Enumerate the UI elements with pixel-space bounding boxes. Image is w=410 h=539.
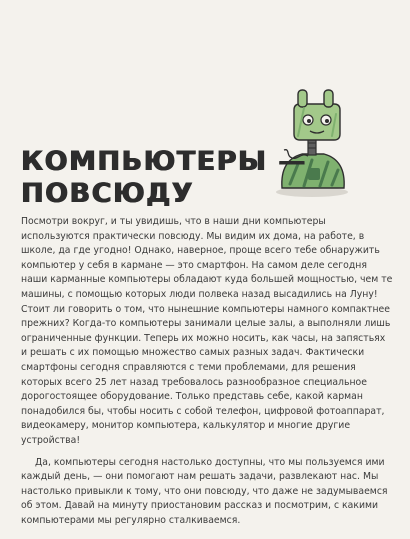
- page-title-line-1: КОМПЬЮТЕРЫ —: [21, 146, 307, 177]
- paragraph-1: Посмотри вокруг, и ты увидишь, что в наши дни компьютеры используются практически повсюду. Мы видим их дома, на работе, в школе, да где угодно! Однако, наверное, проще всего тебе обнаружить компьютер у себя в кармане — это смартфон. На самом деле сегодня наши карманные компьютеры обладают куда большей мощностью, чем те машины, с помощью которых люди полвека назад высадились на Луну! Стоит ли говорить о том, что нынешние компьютеры намного компактнее прежних? Когда-то компьютеры занимали целые залы, а выполняли лишь ограниченные функции. Теперь их можно носить, как часы, на запястьях и решать с их помощью множество самых разных задач. Фактически смартфоны сегодня справляются с теми проблемами, для решения которых всего 25 лет назад требовалось разнообразное специальное дорогостоящее оборудование. Только представь себе, какой карман понадобился бы, чтобы носить с собой телефон, цифровой фотоаппарат, видеокамеру, монитор компьютера, калькулятор и многие другие устройства!: [21, 216, 393, 446]
- paragraph-2: Да, компьютеры сегодня настолько доступны, что мы пользуемся ими каждый день, — они помогают нам решать задачи, развлекают нас. Мы настолько привыкли к тому, что они повсюду, что даже не задумываемся об этом. Давай на минуту приостановим рассказ и посмотрим, с какими компьютерами мы регулярно сталкиваемся.: [21, 456, 388, 526]
- page-title: [21, 146, 307, 210]
- article-body: [21, 215, 393, 528]
- page-title-line-2: ПОВСЮДУ: [21, 178, 195, 209]
